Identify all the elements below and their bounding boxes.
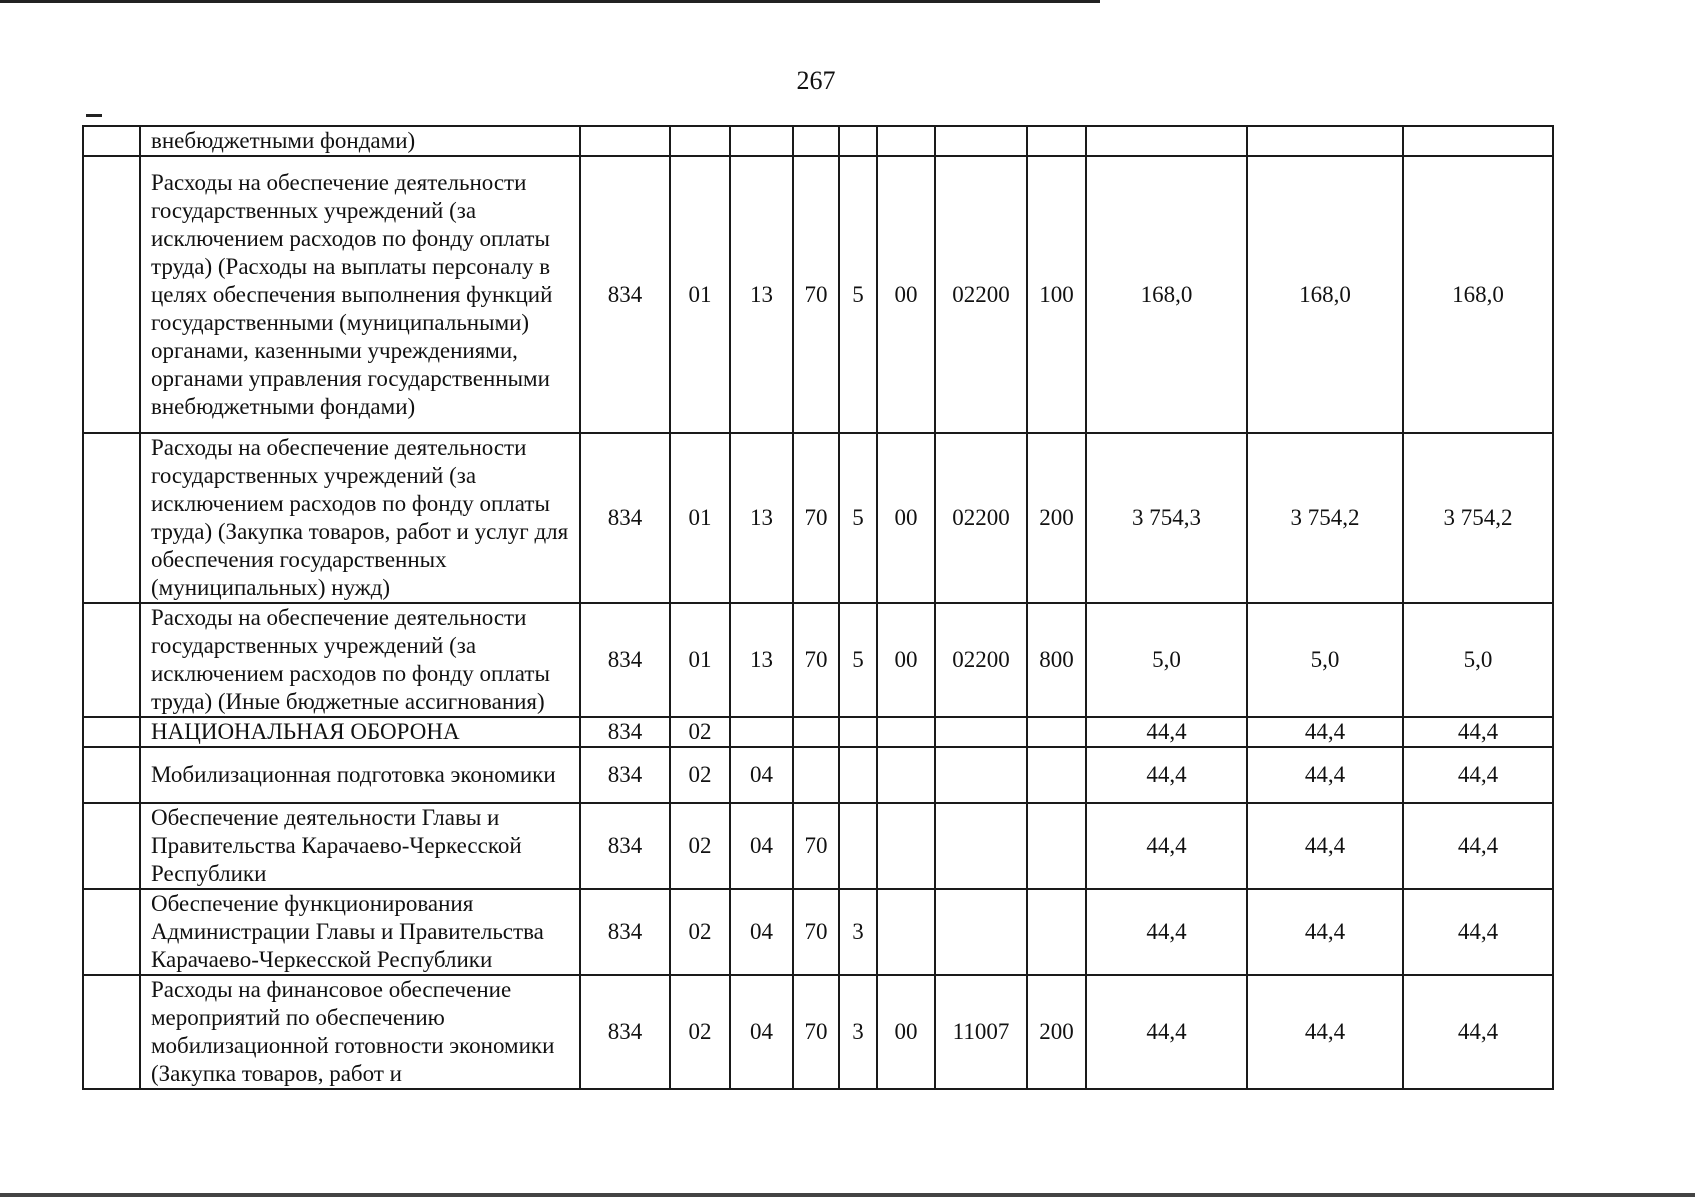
event-code-cell [877,717,935,747]
amount-year-1-cell: 44,4 [1086,889,1247,975]
subsection-code-cell [730,126,793,156]
table-row [83,803,1553,889]
subprogram-code-cell [839,803,877,889]
table-row [83,975,1553,1089]
expense-type-code-cell: 100 [1027,156,1086,433]
expense-type-code-cell: 800 [1027,603,1086,717]
event-code-cell: 00 [877,975,935,1089]
program-code-cell: 70 [793,433,839,603]
admin-code-cell: 834 [580,156,670,433]
subprogram-code-cell [839,717,877,747]
amount-year-2-cell: 44,4 [1247,747,1403,803]
table-row [83,156,1553,433]
expense-type-code-cell [1027,126,1086,156]
expense-type-code-cell [1027,803,1086,889]
subsection-code-cell: 04 [730,747,793,803]
direction-code-cell: 02200 [935,156,1027,433]
amount-year-2-cell: 44,4 [1247,889,1403,975]
event-code-cell [877,889,935,975]
row-number-cell [83,889,140,975]
amount-year-1-cell [1086,126,1247,156]
row-number-cell [83,433,140,603]
subsection-code-cell: 13 [730,433,793,603]
table-row [83,717,1553,747]
row-number-cell [83,717,140,747]
program-code-cell [793,747,839,803]
budget-table [82,125,1554,1090]
amount-year-1-cell: 44,4 [1086,975,1247,1089]
subprogram-code-cell: 5 [839,433,877,603]
item-name-cell: Расходы на обеспечение деятельности государственных учреждений (за исключением расходов по фонду оплаты труда) (Расходы на выплаты персоналу в целях обеспечения выполнения функций государственными (муниципальными) органами, казенными учреждениями, органами управления государственными внебюджетными фондами) [140,156,580,433]
section-code-cell: 02 [670,717,730,747]
row-number-cell [83,603,140,717]
page-number: 267 [796,66,836,95]
subsection-code-cell: 04 [730,975,793,1089]
amount-year-1-cell: 44,4 [1086,747,1247,803]
admin-code-cell: 834 [580,717,670,747]
item-name-cell: Мобилизационная подготовка экономики [140,747,580,803]
event-code-cell [877,126,935,156]
section-code-cell: 02 [670,889,730,975]
subsection-code-cell: 13 [730,603,793,717]
amount-year-2-cell: 3 754,2 [1247,433,1403,603]
expense-type-code-cell [1027,747,1086,803]
item-name-cell: Расходы на обеспечение деятельности государственных учреждений (за исключением расходов по фонду оплаты труда) (Закупка товаров, работ и услуг для обеспечения государственных (муниципальных) нужд) [140,433,580,603]
expense-type-code-cell: 200 [1027,433,1086,603]
event-code-cell: 00 [877,603,935,717]
expense-type-code-cell: 200 [1027,975,1086,1089]
table-row [83,433,1553,603]
direction-code-cell: 02200 [935,433,1027,603]
amount-year-2-cell: 44,4 [1247,717,1403,747]
subprogram-code-cell [839,747,877,803]
amount-year-3-cell: 44,4 [1403,975,1553,1089]
amount-year-3-cell: 3 754,2 [1403,433,1553,603]
item-name-cell: внебюджетными фондами) [140,126,580,156]
amount-year-2-cell: 44,4 [1247,803,1403,889]
amount-year-3-cell: 44,4 [1403,747,1553,803]
admin-code-cell [580,126,670,156]
table-row [83,603,1553,717]
subprogram-code-cell [839,126,877,156]
section-code-cell: 01 [670,603,730,717]
amount-year-2-cell [1247,126,1403,156]
admin-code-cell: 834 [580,803,670,889]
subprogram-code-cell: 3 [839,975,877,1089]
section-code-cell [670,126,730,156]
row-number-cell [83,126,140,156]
expense-type-code-cell [1027,889,1086,975]
direction-code-cell [935,717,1027,747]
admin-code-cell: 834 [580,747,670,803]
subprogram-code-cell: 5 [839,156,877,433]
amount-year-3-cell: 168,0 [1403,156,1553,433]
amount-year-1-cell: 44,4 [1086,803,1247,889]
subsection-code-cell: 13 [730,156,793,433]
item-name-cell: Обеспечение функционирования Администрации Главы и Правительства Карачаево-Черкесской Республики [140,889,580,975]
item-name-cell: Обеспечение деятельности Главы и Правительства Карачаево-Черкесской Республики [140,803,580,889]
direction-code-cell [935,803,1027,889]
section-code-cell: 02 [670,747,730,803]
amount-year-3-cell [1403,126,1553,156]
row-number-cell [83,975,140,1089]
amount-year-3-cell: 5,0 [1403,603,1553,717]
admin-code-cell: 834 [580,603,670,717]
item-name-cell: Расходы на обеспечение деятельности государственных учреждений (за исключением расходов по фонду оплаты труда) (Иные бюджетные ассигнования) [140,603,580,717]
subsection-code-cell: 04 [730,803,793,889]
direction-code-cell: 11007 [935,975,1027,1089]
direction-code-cell [935,126,1027,156]
table-row [83,747,1553,803]
event-code-cell [877,747,935,803]
program-code-cell: 70 [793,975,839,1089]
amount-year-2-cell: 44,4 [1247,975,1403,1089]
program-code-cell: 70 [793,889,839,975]
amount-year-3-cell: 44,4 [1403,889,1553,975]
scan-mark [86,114,102,117]
section-code-cell: 02 [670,975,730,1089]
event-code-cell: 00 [877,433,935,603]
amount-year-1-cell: 44,4 [1086,717,1247,747]
admin-code-cell: 834 [580,975,670,1089]
amount-year-1-cell: 3 754,3 [1086,433,1247,603]
program-code-cell: 70 [793,803,839,889]
program-code-cell: 70 [793,156,839,433]
program-code-cell [793,126,839,156]
amount-year-1-cell: 5,0 [1086,603,1247,717]
amount-year-2-cell: 5,0 [1247,603,1403,717]
direction-code-cell [935,889,1027,975]
item-name-cell: НАЦИОНАЛЬНАЯ ОБОРОНА [140,717,580,747]
admin-code-cell: 834 [580,433,670,603]
table-row [83,126,1553,156]
program-code-cell [793,717,839,747]
direction-code-cell: 02200 [935,603,1027,717]
section-code-cell: 01 [670,156,730,433]
row-number-cell [83,803,140,889]
subsection-code-cell [730,717,793,747]
expense-type-code-cell [1027,717,1086,747]
program-code-cell: 70 [793,603,839,717]
row-number-cell [83,156,140,433]
top-scan-border [0,0,1100,3]
row-number-cell [83,747,140,803]
amount-year-3-cell: 44,4 [1403,803,1553,889]
bottom-scan-border [0,1193,1695,1197]
subsection-code-cell: 04 [730,889,793,975]
table-row [83,889,1553,975]
subprogram-code-cell: 5 [839,603,877,717]
event-code-cell: 00 [877,156,935,433]
amount-year-3-cell: 44,4 [1403,717,1553,747]
item-name-cell: Расходы на финансовое обеспечение мероприятий по обеспечению мобилизационной готовности экономики (Закупка товаров, работ и [140,975,580,1089]
subprogram-code-cell: 3 [839,889,877,975]
amount-year-1-cell: 168,0 [1086,156,1247,433]
section-code-cell: 01 [670,433,730,603]
event-code-cell [877,803,935,889]
admin-code-cell: 834 [580,889,670,975]
direction-code-cell [935,747,1027,803]
amount-year-2-cell: 168,0 [1247,156,1403,433]
section-code-cell: 02 [670,803,730,889]
